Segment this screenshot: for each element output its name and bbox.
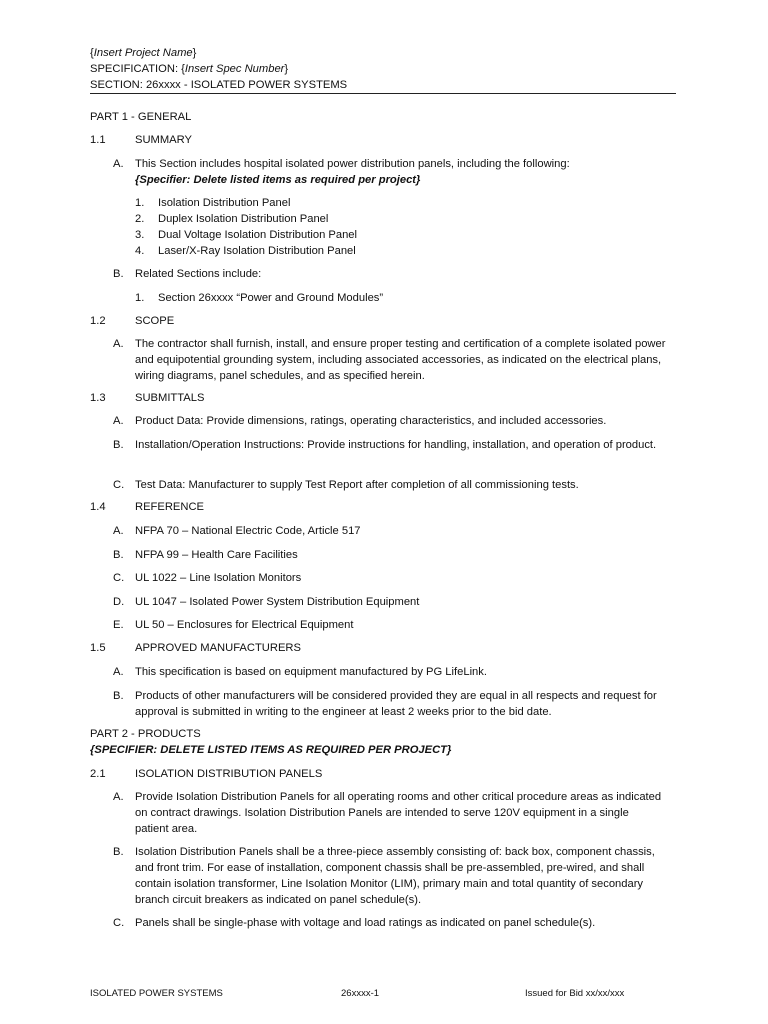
footer-right: Issued for Bid xx/xx/xxx <box>525 988 625 999</box>
item-letter: B. <box>113 439 124 451</box>
item-letter: A. <box>113 791 124 803</box>
item-text: Related Sections include: <box>135 268 262 280</box>
item-letter: C. <box>113 479 125 491</box>
spec-number: Insert Spec Number <box>184 63 285 75</box>
list-item: Dual Voltage Isolation Distribution Panel <box>158 229 358 241</box>
section-title: SUBMITTALS <box>135 392 205 404</box>
section-number: 1.4 <box>90 501 106 513</box>
project-name: Insert Project Name <box>93 47 193 59</box>
section-number: 1.5 <box>90 642 106 654</box>
page-number: 26xxxx-1 <box>341 988 380 999</box>
list-item: Isolation Distribution Panel <box>158 197 291 209</box>
section-title: ISOLATION DISTRIBUTION PANELS <box>135 768 323 780</box>
item-letter: B. <box>113 846 124 858</box>
item-letter: A. <box>113 338 124 350</box>
list-number: 1. <box>135 197 145 209</box>
list-number: 4. <box>135 245 145 257</box>
list-number: 2. <box>135 213 145 225</box>
list-item: Laser/X-Ray Isolation Distribution Panel <box>158 245 356 257</box>
list-item: Section 26xxxx “Power and Ground Modules” <box>158 292 384 304</box>
item-text: Installation/Operation Instructions: Provide instructions for handling, installation, and operation of product. <box>135 439 657 451</box>
item-text: UL 1022 – Line Isolation Monitors <box>135 572 302 584</box>
section-number: 1.3 <box>90 392 106 404</box>
part2-title: PART 2 - PRODUCTS <box>90 728 201 740</box>
specifier-note: {Specifier: Delete listed items as required per project} <box>135 174 421 186</box>
item-letter: C. <box>113 917 125 929</box>
item-text: The contractor shall furnish, install, and ensure proper testing and certification of a complete isolated power and equipotential grounding system, including associated accessories, as indicated on the electrical plans, wiring diagrams, panel schedules, and as specified herein. <box>135 338 666 382</box>
section-number: 1.1 <box>90 134 106 146</box>
list-number: 1. <box>135 292 145 304</box>
item-letter: A. <box>113 666 124 678</box>
item-text: Test Data: Manufacturer to supply Test Report after completion of all commissioning tests. <box>135 479 579 491</box>
item-text: Product Data: Provide dimensions, ratings, operating characteristics, and included accessories. <box>135 415 607 427</box>
item-text: NFPA 99 – Health Care Facilities <box>135 549 298 561</box>
specifier-note: {SPECIFIER: DELETE LISTED ITEMS AS REQUIRED PER PROJECT} <box>90 744 452 756</box>
section-number: 1.2 <box>90 315 106 327</box>
item-text: Products of other manufacturers will be considered provided they are equal in all respects and request for approval is submitted in writing to the engineer at least 2 weeks prior to the bid date. <box>135 690 657 718</box>
section-title: APPROVED MANUFACTURERS <box>135 642 301 654</box>
item-letter: B. <box>113 549 124 561</box>
item-text: This specification is based on equipment manufactured by PG LifeLink. <box>135 666 487 678</box>
section-title: SUMMARY <box>135 134 192 146</box>
item-letter: E. <box>113 619 124 631</box>
item-text: This Section includes hospital isolated power distribution panels, including the following: <box>135 158 570 170</box>
header-project-line: {Insert Project Name} <box>90 47 197 59</box>
item-letter: A. <box>113 158 124 170</box>
item-letter: C. <box>113 572 125 584</box>
footer-left: ISOLATED POWER SYSTEMS <box>90 988 223 999</box>
item-text: NFPA 70 – National Electric Code, Article 517 <box>135 525 361 537</box>
item-letter: A. <box>113 415 124 427</box>
section-title: SCOPE <box>135 315 175 327</box>
item-letter: D. <box>113 596 125 608</box>
header-divider <box>90 93 676 94</box>
item-text: Provide Isolation Distribution Panels for all operating rooms and other critical procedure areas as indicated on contract drawings. Isolation Distribution Panels are intended to serve 120V equipment in a single patient area. <box>135 791 662 835</box>
item-text: Isolation Distribution Panels shall be a three-piece assembly consisting of: back box, component chassis, and front trim. For ease of installation, component chassis shall be pre-assembled, pre-wired, and shall contain isolation transformer, Line Isolation Monitor (LIM), primary main and total quantity of secondary branch circuit breakers as indicated on panel schedule(s). <box>135 846 655 906</box>
header-section-title: SECTION: 26xxxx - ISOLATED POWER SYSTEMS <box>90 79 348 91</box>
part1-title: PART 1 - GENERAL <box>90 111 192 123</box>
item-text: UL 1047 – Isolated Power System Distribution Equipment <box>135 596 420 608</box>
header-spec-line: SPECIFICATION: {Insert Spec Number} <box>90 63 289 75</box>
item-letter: B. <box>113 690 124 702</box>
list-number: 3. <box>135 229 145 241</box>
section-number: 2.1 <box>90 768 106 780</box>
item-letter: B. <box>113 268 124 280</box>
item-text: Panels shall be single-phase with voltage and load ratings as indicated on panel schedule(s). <box>135 917 596 929</box>
list-item: Duplex Isolation Distribution Panel <box>158 213 329 225</box>
item-text: UL 50 – Enclosures for Electrical Equipment <box>135 619 354 631</box>
section-title: REFERENCE <box>135 501 204 513</box>
item-letter: A. <box>113 525 124 537</box>
